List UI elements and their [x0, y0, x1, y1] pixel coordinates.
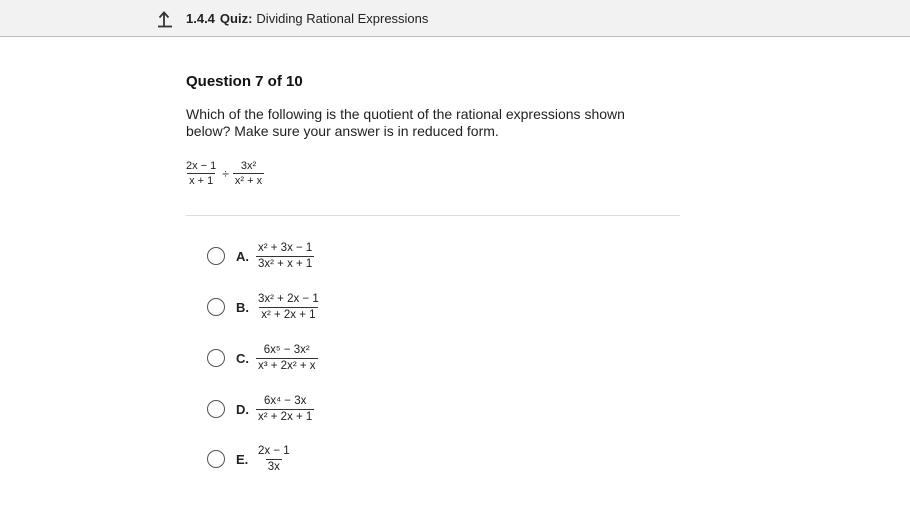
option-letter: A.: [236, 248, 249, 264]
option-letter: B.: [236, 299, 249, 315]
option-letter: D.: [236, 401, 249, 417]
given-expression: [184, 160, 264, 187]
radio-button[interactable]: [207, 247, 225, 265]
fraction-numerator: x² + 3x − 1: [258, 241, 313, 254]
division-operator: ÷: [222, 166, 229, 181]
option-letter: C.: [236, 350, 249, 366]
activity-type: Quiz:: [219, 11, 253, 26]
fraction-numerator: 2x − 1: [186, 160, 217, 172]
fraction-denominator: x² + 2x + 1: [258, 410, 313, 423]
answer-option-e[interactable]: [207, 444, 527, 474]
dividend-fraction: [184, 160, 218, 187]
fraction-numerator: 6x⁵ − 3x²: [263, 343, 310, 356]
fraction-denominator: 3x² + x + 1: [258, 257, 313, 270]
lesson-number: 1.4.4: [186, 11, 215, 26]
option-fraction: [256, 445, 292, 474]
fraction-denominator: 3x: [267, 460, 280, 473]
back-arrow-icon[interactable]: [156, 10, 176, 28]
option-fraction: [256, 395, 314, 424]
fraction-numerator: 2x − 1: [258, 444, 290, 457]
option-fraction: [256, 293, 321, 322]
fraction-denominator: x + 1: [189, 175, 214, 187]
fraction-numerator: 3x² + 2x − 1: [258, 292, 319, 305]
fraction-denominator: x² + x: [234, 175, 263, 187]
fraction-numerator: 3x²: [240, 160, 257, 172]
question-number: Question 7 of 10: [186, 73, 303, 90]
question-prompt: Which of the following is the quotient of the rational expressions shown below? Make sure your answer is in reduced form.: [186, 106, 625, 139]
radio-button[interactable]: [207, 400, 225, 418]
fraction-denominator: x² + 2x + 1: [261, 308, 316, 321]
answer-option-b[interactable]: [207, 292, 527, 322]
radio-button[interactable]: [207, 450, 225, 468]
answer-option-d[interactable]: [207, 394, 527, 424]
divisor-fraction: [233, 160, 264, 187]
activity-title: Dividing Rational Expressions: [256, 11, 429, 26]
fraction-denominator: x³ + 2x² + x: [258, 359, 316, 372]
option-fraction: [256, 344, 318, 373]
radio-button[interactable]: [207, 349, 225, 367]
answer-option-a[interactable]: [207, 241, 527, 271]
option-fraction: [256, 242, 314, 271]
fraction-numerator: 6x⁴ − 3x: [264, 394, 307, 407]
answer-option-c[interactable]: [207, 343, 527, 373]
breadcrumb: [186, 11, 428, 26]
radio-button[interactable]: [207, 298, 225, 316]
option-letter: E.: [236, 451, 249, 467]
section-divider: [186, 215, 680, 216]
quiz-header: [0, 0, 910, 37]
